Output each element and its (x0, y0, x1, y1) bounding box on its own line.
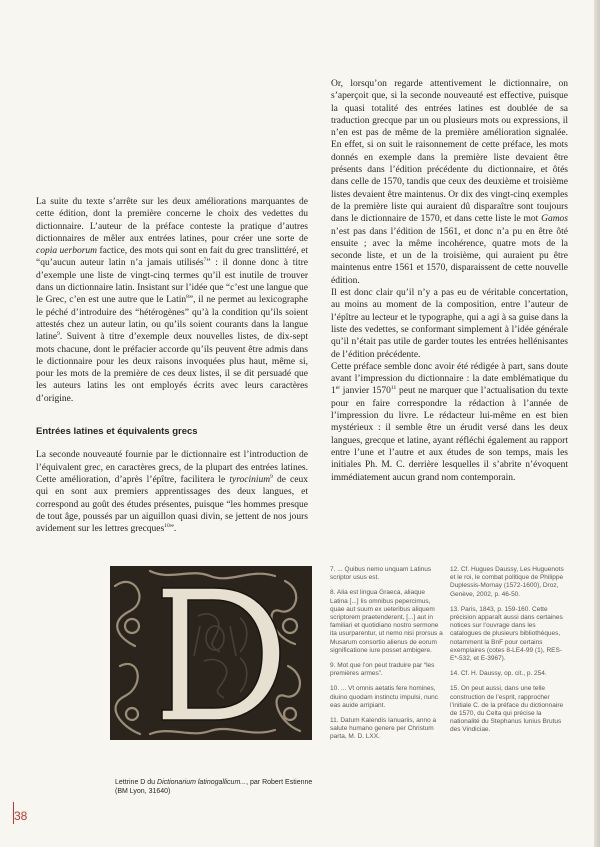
page-number: 38 (14, 809, 28, 823)
text-run: , par Robert Estienne (BM Lyon, 31640) (115, 779, 313, 795)
footnote-ref: 10 (164, 522, 170, 529)
superscript: er (335, 385, 341, 392)
figure-caption (115, 778, 315, 796)
italic-run: Dictionarium latinogallicum... (157, 779, 247, 786)
footnote-ref: 7 (203, 257, 207, 264)
footnotes-column-2 (450, 566, 568, 742)
text-run: Or, lorsqu’on regarde attentivement le dictionnaire, on s’aperçoit que, si la seconde nouveauté est effective, puisque la quasi totalité des entrées latines est doublée de sa traduction grecque par un ou plusieurs mots ou expressions, il n’en est pas de même de la première amélioration signalée. En effet, si on suit le raisonnement de cette préface, les mots donnés en exemple dans la première liste devaient être présents dans l’édition précédente du dictionnaire, et ôtés dans celle de 1570, tandis que ceux des deuxième et troisième listes devaient être maintenus. Or dix des vingt-cinq exemples de la première liste qui auraient dû disparaître sont toujours dans le dictionnaire de 1570, et dans cette liste le mot (331, 79, 568, 225)
text-run: . Suivent à titre d’exemple deux nouvelles listes, de dix-sept mots chacune, dont le préfacier accorde qu’ils peuvent être admis dans le dictionnaire pour les deux raisons invoquées plus haut, même si, pour les mots de la première de ces deux listes, il se dit persuadé que les auteurs latins les ont employés écrits avec leurs caractères d’origine. (36, 332, 308, 404)
footnote: 10. ... Vt omnis aetatis fere homines, diuino quodam instinctu impulsi, nunc eas auide arripiant. (330, 685, 439, 709)
text-run: ”. (169, 524, 177, 535)
footnote: 12. Cf. Hugues Daussy, Les Huguenots et le roi, le combat politique de Philippe Duplessis-Mornay (1572-1600), Droz, Genève, 2002, p. 46-50. (450, 566, 564, 598)
footnote-ref: 11 (390, 385, 397, 392)
paragraph (36, 449, 308, 535)
text-run: La suite du texte s’arrête sur les deux améliorations marquantes de cette édition, dont la première concerne le choix des vedettes du dictionnaire. L’auteur de la préface conteste la pratique d’autres dictionnaires de mêler aux entrées latines, pour créer une sorte de (36, 197, 308, 244)
section-heading: Entrées latines et équivalents grecs (36, 426, 198, 438)
footnote-ref: 9 (57, 331, 60, 338)
text-run: Lettrine D du (115, 779, 158, 786)
text-run: peut ne marquer que l’actualisation du texte pour en faire correspondre la rédaction à l’année de l’impression du livre. Le rédacteur lui-même en est bien mystérieux : il semble être un érudit versé dans les deux langues, grecque et latine, ayant réfléchi également au rapport entre l’une et l’autre et aux études de son temps, mais les initiales Ph. M. C. derrière lesquelles il s’abrite n’évoquent immédiatement aucun grand nom contemporain. (331, 386, 568, 483)
text-run: factice, des mots qui sont en fait du grec translittéré, et “qu’aucun auteur latin n’a jamais utilisés (36, 246, 309, 269)
paragraph (36, 196, 308, 405)
italic-run: tyrocinium (229, 474, 271, 485)
text-run: n’est pas dans l’édition de 1561, et donc n’a pu en être ôté ensuite ; avec la même incohérence, quatre mots de la seconde liste, et un de la troisième, qui auraient pu être maintenus entre 1561 et 1570, disparaissent de cette nouvelle édition. (331, 226, 568, 286)
left-column (36, 196, 308, 535)
footnote: 8. Alia est lingua Graeca, aliaque Latina [...] Iis omnibus pepercimus, quae aut suum ex ueteribus aliquem scriptorem praetenderent, [...] aut in familiari et quotidiano nostro sermone ita usurparentur, ut nemo nisi prorsus a Musarum consortio alienus de eorum significatione iure posset ambigere. (330, 589, 443, 654)
footnote: 14. Cf. H. Daussy, op. cit., p. 254. (450, 670, 547, 678)
text-run: de ceux qui en sont aux premiers apprentissages des deux langues, et correspond au goût des études présentes, puisque “les hommes presque de tout âge, poussés par un aiguillon quasi divin, se jettent de nos jours avidement sur les lettres grecques (36, 474, 308, 535)
text-run: La seconde nouveauté fournie par le dictionnaire est l’introduction de l’équivalent grec, en caractères grecs, de la plupart des entrées latines. Cette amélioration, d’après l’épître, facilitera le (36, 450, 308, 485)
lettrine-illustration (110, 566, 312, 740)
paragraph: Il est donc clair qu’il n’y a pas eu de véritable concertation, au moins au moment de la composition, entre l’auteur de l’épître au lecteur et le typographe, qui a agi à sa guise dans la liste des vedettes, se conformant simplement à l’idée générale qu’il n’était pas utile de garder toutes les entrées hellénisantes de l’édition précédente. (331, 288, 568, 360)
page-edge (594, 0, 600, 847)
footnote: 15. On peut aussi, dans une telle construction de l’esprit, rapprocher l’initiale C. de la préface du dictionnaire de 1570, du Celta qui précise la nationalité du Stephanus Iunius Brutus des Vindiciae. (450, 685, 564, 734)
right-column (331, 78, 568, 484)
footnote-ref: 8 (186, 294, 189, 301)
italic-run: copia uerborum (36, 246, 98, 257)
text-run: ” : il donne donc à titre d’exemple une liste de vingt-cinq termes qu’il est inutile de trouver dans un dictionnaire latin. Insistant sur l’idée que “c’est une langue que le Grec, c’en est une autre que le Latin (36, 258, 309, 306)
text-run: ”, il ne permet au lexicographe le péché d’introduire des “hétérogènes” qu’à la condition qu’ils soient attestés chez un auteur latin, ou qu’ils soient courants dans la langue latine (36, 295, 308, 343)
footnote-ref: 9 (270, 473, 273, 480)
lettrine-figure (110, 566, 312, 740)
paragraph (331, 78, 568, 287)
footnotes-column-1 (330, 566, 443, 749)
footnote: 11. Datum Kalendis Ianuariis, anno a salute humano genere per Christum parta, M. D. LXX. (330, 717, 437, 741)
footnote: 7. ... Quibus nemo unquam Latinus scriptor usus est. (330, 566, 432, 582)
footnote: 13. Paris, 1843, p. 159-160. Cette précision apparaît aussi dans certaines notices sur l’ouvrage dans les catalogues de plusieurs bibliothèques, notamment la BnF pour certains exemplaires (cotes 8-LE4-99 (1), RES-E*-532, et E-3967). (450, 605, 563, 663)
text-run: janvier 1570 (340, 386, 391, 397)
paragraph (331, 361, 568, 484)
italic-run: Gamos (541, 214, 568, 225)
text-run: Cette préface semble donc avoir été rédigée à part, sans doute avant l’impression du dictionnaire : la date emblématique du 1 (331, 361, 568, 397)
footnote: 9. Mot que l’on peut traduire par “les premières armes”. (330, 662, 435, 678)
